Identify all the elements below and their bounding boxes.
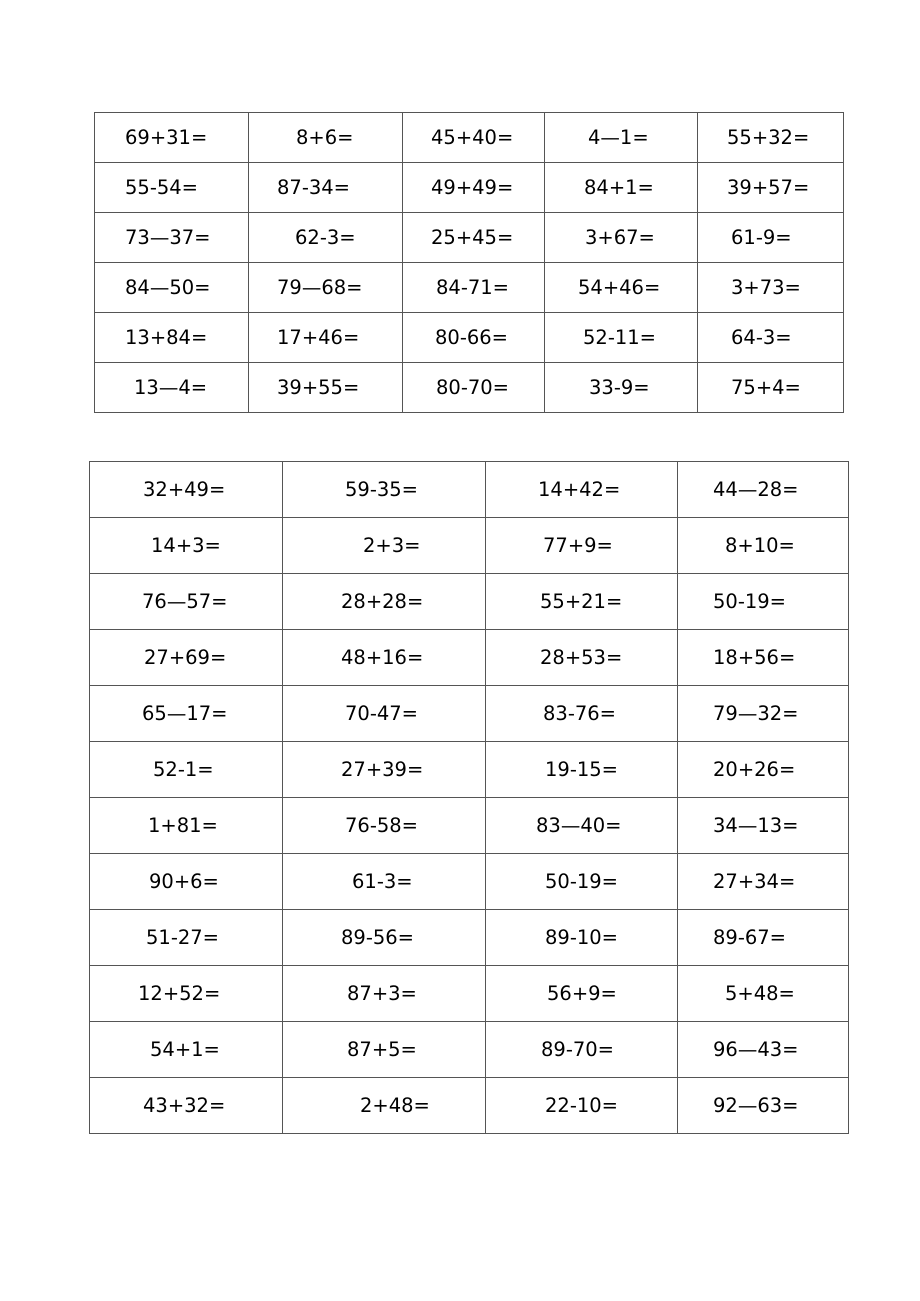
equation-cell: 51-27=	[90, 910, 283, 966]
equation-cell: 4—1=	[545, 113, 698, 163]
equation-cell: 2+3=	[283, 518, 486, 574]
table1-row	[95, 163, 844, 213]
table2-row	[90, 966, 849, 1022]
equation-cell: 79—32=	[678, 686, 849, 742]
equation-cell: 83-76=	[486, 686, 678, 742]
equation-cell: 19-15=	[486, 742, 678, 798]
table1-row	[95, 113, 844, 163]
equation-cell: 49+49=	[403, 163, 545, 213]
table2-row	[90, 798, 849, 854]
equation-cell: 14+3=	[90, 518, 283, 574]
equation-cell: 54+46=	[545, 263, 698, 313]
equation-cell: 27+34=	[678, 854, 849, 910]
equation-cell: 96—43=	[678, 1022, 849, 1078]
equation-cell: 80-66=	[403, 313, 545, 363]
equation-cell: 45+40=	[403, 113, 545, 163]
table2-row	[90, 854, 849, 910]
table2-row	[90, 462, 849, 518]
equation-cell: 69+31=	[95, 113, 249, 163]
equation-cell: 87-34=	[249, 163, 403, 213]
equation-cell: 61-3=	[283, 854, 486, 910]
table2-row	[90, 742, 849, 798]
equation-cell: 84—50=	[95, 263, 249, 313]
equation-cell: 5+48=	[678, 966, 849, 1022]
equation-cell: 13+84=	[95, 313, 249, 363]
equation-cell: 75+4=	[698, 363, 844, 413]
equation-cell: 17+46=	[249, 313, 403, 363]
equation-cell: 84-71=	[403, 263, 545, 313]
equation-cell: 73—37=	[95, 213, 249, 263]
equation-cell: 70-47=	[283, 686, 486, 742]
equation-cell: 65—17=	[90, 686, 283, 742]
equation-cell: 12+52=	[90, 966, 283, 1022]
equation-cell: 64-3=	[698, 313, 844, 363]
equation-cell: 48+16=	[283, 630, 486, 686]
equation-cell: 20+26=	[678, 742, 849, 798]
equation-cell: 25+45=	[403, 213, 545, 263]
table1-row	[95, 313, 844, 363]
arithmetic-table-2	[89, 461, 849, 1134]
equation-cell: 28+28=	[283, 574, 486, 630]
equation-cell: 83—40=	[486, 798, 678, 854]
equation-cell: 89-10=	[486, 910, 678, 966]
equation-cell: 28+53=	[486, 630, 678, 686]
equation-cell: 89-56=	[283, 910, 486, 966]
equation-cell: 52-1=	[90, 742, 283, 798]
table1-row	[95, 363, 844, 413]
equation-cell: 92—63=	[678, 1078, 849, 1134]
table2-row	[90, 686, 849, 742]
table2-row	[90, 1022, 849, 1078]
equation-cell: 34—13=	[678, 798, 849, 854]
equation-cell: 43+32=	[90, 1078, 283, 1134]
table2-row	[90, 518, 849, 574]
equation-cell: 1+81=	[90, 798, 283, 854]
equation-cell: 39+57=	[698, 163, 844, 213]
equation-cell: 2+48=	[283, 1078, 486, 1134]
equation-cell: 55+32=	[698, 113, 844, 163]
equation-cell: 89-70=	[486, 1022, 678, 1078]
equation-cell: 18+56=	[678, 630, 849, 686]
equation-cell: 8+6=	[249, 113, 403, 163]
equation-cell: 87+5=	[283, 1022, 486, 1078]
equation-cell: 59-35=	[283, 462, 486, 518]
equation-cell: 79—68=	[249, 263, 403, 313]
equation-cell: 22-10=	[486, 1078, 678, 1134]
equation-cell: 76—57=	[90, 574, 283, 630]
equation-cell: 61-9=	[698, 213, 844, 263]
equation-cell: 84+1=	[545, 163, 698, 213]
equation-cell: 56+9=	[486, 966, 678, 1022]
equation-cell: 33-9=	[545, 363, 698, 413]
equation-cell: 39+55=	[249, 363, 403, 413]
equation-cell: 55+21=	[486, 574, 678, 630]
equation-cell: 76-58=	[283, 798, 486, 854]
equation-cell: 44—28=	[678, 462, 849, 518]
equation-cell: 52-11=	[545, 313, 698, 363]
equation-cell: 50-19=	[486, 854, 678, 910]
table2-row	[90, 574, 849, 630]
equation-cell: 87+3=	[283, 966, 486, 1022]
equation-cell: 27+69=	[90, 630, 283, 686]
equation-cell: 50-19=	[678, 574, 849, 630]
arithmetic-table-1	[94, 112, 844, 413]
table2-row	[90, 1078, 849, 1134]
table2-row	[90, 910, 849, 966]
equation-cell: 3+73=	[698, 263, 844, 313]
equation-cell: 77+9=	[486, 518, 678, 574]
equation-cell: 62-3=	[249, 213, 403, 263]
equation-cell: 80-70=	[403, 363, 545, 413]
equation-cell: 3+67=	[545, 213, 698, 263]
equation-cell: 27+39=	[283, 742, 486, 798]
equation-cell: 13—4=	[95, 363, 249, 413]
equation-cell: 32+49=	[90, 462, 283, 518]
table2-row	[90, 630, 849, 686]
equation-cell: 54+1=	[90, 1022, 283, 1078]
table1-row	[95, 213, 844, 263]
equation-cell: 14+42=	[486, 462, 678, 518]
table1-row	[95, 263, 844, 313]
equation-cell: 8+10=	[678, 518, 849, 574]
equation-cell: 55-54=	[95, 163, 249, 213]
equation-cell: 89-67=	[678, 910, 849, 966]
equation-cell: 90+6=	[90, 854, 283, 910]
